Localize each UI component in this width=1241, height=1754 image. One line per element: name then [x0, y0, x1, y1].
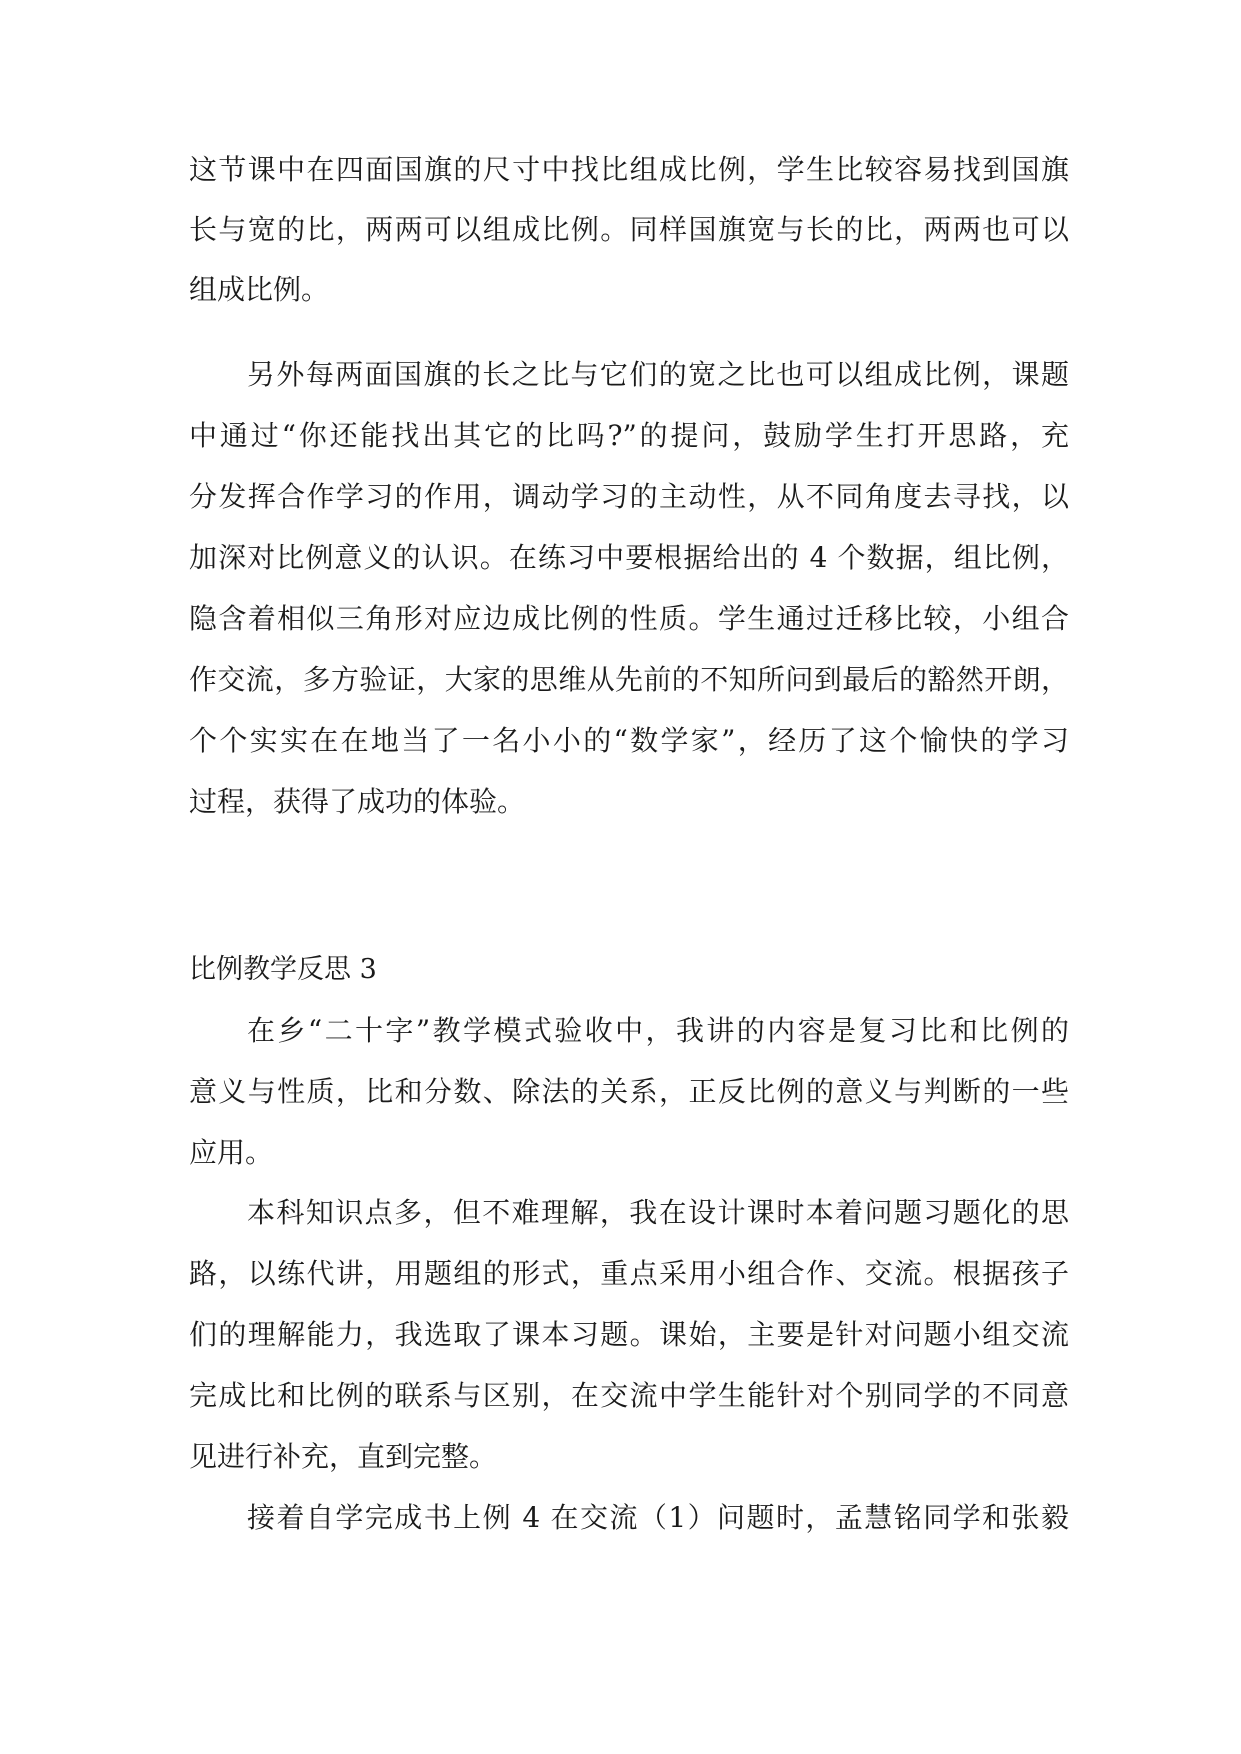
paragraph-line: 加深对比例意义的认识。在练习中要根据给出的 4 个数据，组比例，	[189, 541, 1069, 574]
paragraph-line: 另外每两面国旗的长之比与它们的宽之比也可以组成比例，课题	[247, 358, 1069, 391]
paragraph-line: 接着自学完成书上例 4 在交流（1）问题时，孟慧铭同学和张毅	[247, 1501, 1069, 1534]
paragraph-line: 个个实实在在地当了一名小小的“数学家”，经历了这个愉快的学习	[189, 724, 1069, 757]
paragraph-line: 作交流，多方验证，大家的思维从先前的不知所问到最后的豁然开朗，	[189, 663, 1069, 696]
paragraph-line: 路，以练代讲，用题组的形式，重点采用小组合作、交流。根据孩子	[189, 1257, 1069, 1290]
paragraph-line: 过程，获得了成功的体验。	[189, 785, 526, 818]
paragraph-line: 组成比例。	[189, 273, 330, 306]
paragraph-line: 这节课中在四面国旗的尺寸中找比组成比例，学生比较容易找到国旗	[189, 153, 1069, 186]
section-title: 比例教学反思 3	[189, 954, 377, 985]
paragraph-line: 分发挥合作学习的作用，调动学习的主动性，从不同角度去寻找，以	[189, 480, 1069, 513]
paragraph-line: 见进行补充，直到完整。	[189, 1440, 498, 1473]
paragraph-line: 长与宽的比，两两可以组成比例。同样国旗宽与长的比，两两也可以	[189, 213, 1069, 246]
paragraph-line: 在乡“二十字”教学模式验收中，我讲的内容是复习比和比例的	[247, 1014, 1069, 1047]
paragraph-line: 们的理解能力，我选取了课本习题。课始，主要是针对问题小组交流	[189, 1318, 1069, 1351]
paragraph-line: 应用。	[189, 1136, 274, 1169]
paragraph-line: 中通过“你还能找出其它的比吗?”的提问，鼓励学生打开思路，充	[189, 419, 1069, 452]
paragraph-line: 意义与性质，比和分数、除法的关系，正反比例的意义与判断的一些	[189, 1075, 1069, 1108]
paragraph-line: 隐含着相似三角形对应边成比例的性质。学生通过迁移比较，小组合	[189, 602, 1069, 635]
paragraph-line: 完成比和比例的联系与区别，在交流中学生能针对个别同学的不同意	[189, 1379, 1069, 1412]
paragraph-line: 本科知识点多，但不难理解，我在设计课时本着问题习题化的思	[247, 1196, 1069, 1229]
